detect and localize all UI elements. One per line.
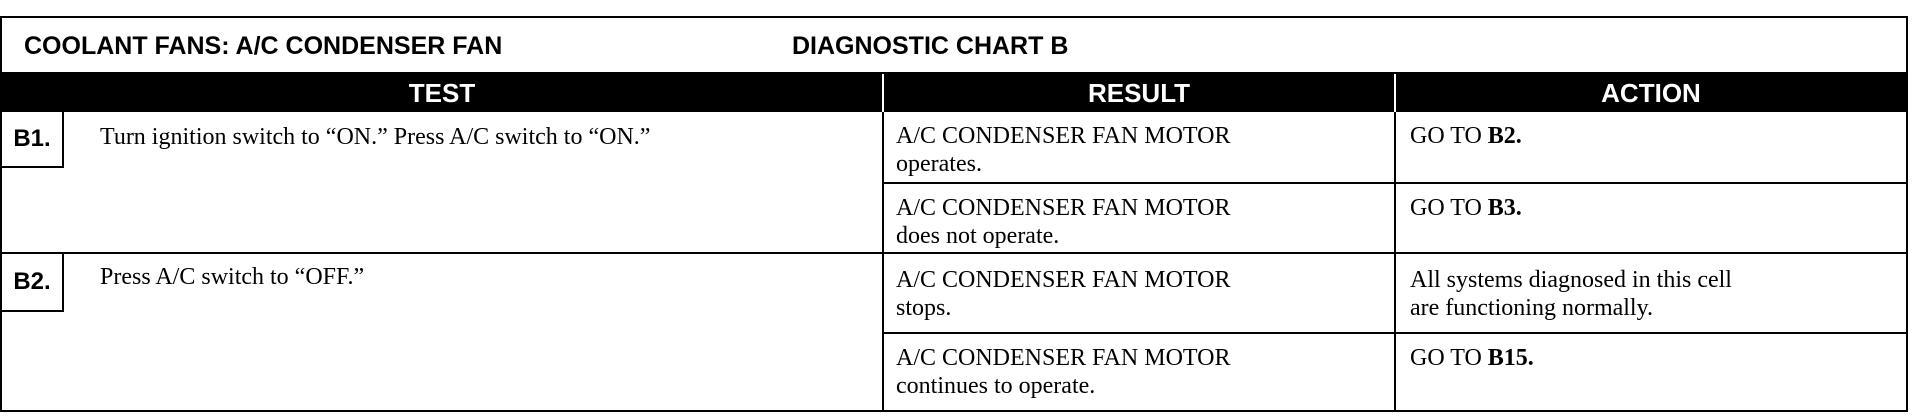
result-b2-2 [896,344,1231,400]
step-test-b1: Turn ignition switch to “ON.” Press A/C switch to “ON.” [100,124,651,150]
result-b2-1-line2: stops. [896,295,952,321]
action-b1-1 [1410,122,1522,150]
header-result: RESULT [882,74,1394,112]
result-b1-2-line2: does not operate. [896,223,1060,249]
action-b2-2 [1410,344,1534,372]
step-label-b1: B1. [2,112,64,168]
action-b1-1-target: B2. [1487,123,1522,149]
header-action: ACTION [1394,74,1906,112]
result-b1-2 [896,194,1231,250]
action-b2-1 [1410,266,1732,322]
divider-test-result [882,112,884,410]
result-b1-1-line1: A/C CONDENSER FAN MOTOR [896,123,1231,149]
action-b2-2-target: B15. [1487,345,1534,371]
result-b2-1-line1: A/C CONDENSER FAN MOTOR [896,267,1231,293]
divider-b2-outcomes [882,332,1906,334]
action-b1-2 [1410,194,1522,222]
header-test: TEST [408,78,476,108]
step-label-b2: B2. [2,254,64,312]
result-b1-1 [896,122,1231,178]
action-b2-2-prefix: GO TO [1410,345,1488,371]
divider-b1-outcomes [882,182,1906,184]
action-b1-2-prefix: GO TO [1410,195,1488,221]
chart-title: COOLANT FANS: A/C CONDENSER FAN [24,32,503,60]
action-b2-1-line2: are functioning normally. [1410,295,1654,321]
action-b2-1-line1: All systems diagnosed in this cell [1410,267,1732,293]
result-b1-2-line1: A/C CONDENSER FAN MOTOR [896,195,1231,221]
result-b2-2-line2: continues to operate. [896,373,1096,399]
chart-body [2,112,1906,410]
divider-result-action [1394,112,1396,410]
chart-subtitle: DIAGNOSTIC CHART B [792,32,1069,60]
result-b2-1 [896,266,1231,322]
action-b1-1-prefix: GO TO [1410,123,1488,149]
column-header-row [2,74,1906,112]
action-b1-2-target: B3. [1487,195,1522,221]
result-b2-2-line1: A/C CONDENSER FAN MOTOR [896,345,1231,371]
step-test-b2: Press A/C switch to “OFF.” [100,264,365,290]
diagnostic-chart [0,16,1908,412]
chart-title-row [2,18,1906,74]
result-b1-1-line2: operates. [896,151,982,177]
divider-b1-b2 [2,252,1906,254]
